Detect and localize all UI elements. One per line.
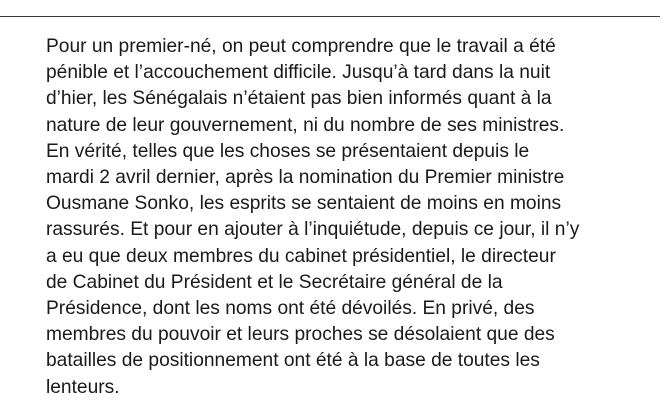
paragraph-line-2: pénible et l’accouchement difficile. Jusqu’à tard dans la nuit [46,62,551,84]
paragraph-line-12: membres du pouvoir et leurs proches se désolaient que des [46,324,555,346]
paragraph-line-14: lenteurs. [46,376,120,398]
paragraph-line-4: nature de leur gouvernement, ni du nombre de ses ministres. [46,114,565,136]
paragraph-line-1: Pour un premier-né, on peut comprendre que le travail a été [46,36,556,57]
paragraph-line-11: Présidence, dont les noms ont été dévoilés. En privé, des [46,298,535,320]
article-paragraph [46,34,646,401]
paragraph-line-9: a eu que deux membres du cabinet présidentiel, le directeur [46,245,556,267]
paragraph-line-10: de Cabinet du Président et le Secrétaire général de la [46,271,503,293]
paragraph-line-5: En vérité, telles que les choses se présentaient depuis le [46,140,530,162]
paragraph-line-6: mardi 2 avril dernier, après la nomination du Premier ministre [46,167,565,189]
paragraph-line-13: batailles de positionnement ont été à la base de toutes les [46,350,540,372]
top-divider [0,16,660,17]
paragraph-line-7: Ousmane Sonko, les esprits se sentaient de moins en moins [46,193,562,215]
paragraph-line-3: d’hier, les Sénégalais n’étaient pas bien informés quant à la [46,88,552,110]
paragraph-line-8: rassurés. Et pour en ajouter à l’inquiétude, depuis ce jour, il n’y [46,219,580,241]
